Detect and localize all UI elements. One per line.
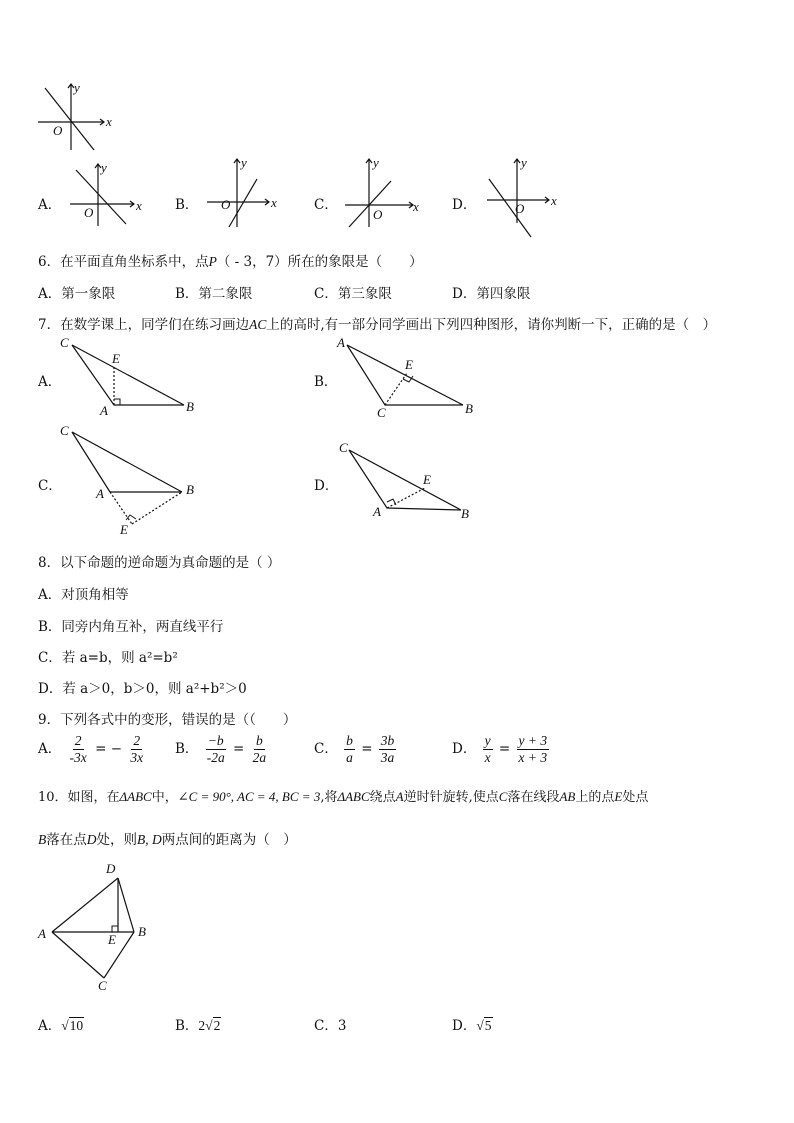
svg-text:A: A	[373, 504, 381, 519]
svg-text:A: A	[100, 403, 108, 418]
q8-option-d[interactable]: D．若 a＞0，b＞0，则 a²+b²＞0	[38, 681, 247, 697]
svg-text:E: E	[108, 932, 116, 947]
q7-stem: 7．在数学课上，同学们在练习画边AC上的高时,有一部分同学画出下列四种图形，请你判断一下，正确的是（ ）	[38, 317, 717, 333]
q5-option-a-graph	[68, 160, 148, 230]
svg-text:E: E	[405, 357, 413, 372]
svg-text:O: O	[84, 205, 94, 220]
svg-text:E: E	[423, 472, 431, 487]
q5-option-c-label[interactable]: C．	[314, 197, 338, 213]
q5-ref-x-label: x	[106, 114, 112, 129]
q6-option-b[interactable]: B．第二象限	[175, 286, 253, 302]
q10-stem-line1: 10．如图，在ΔABC中，∠C = 90°, AC = 4, BC = 3,将ΔABC绕点A逆时针旋转,使点C落在线段AB上的点E处点	[38, 789, 649, 805]
q6-option-a[interactable]: A．第一象限	[38, 286, 116, 302]
svg-text:y: y	[241, 155, 247, 170]
q5-option-d-graph	[485, 155, 565, 240]
svg-text:x: x	[136, 198, 142, 213]
q8-stem: 8．以下命题的逆命题为真命题的是（ ）	[38, 555, 281, 571]
svg-text:C: C	[60, 423, 69, 438]
q9-option-b[interactable]: B． $\frac{-b}{-2a}$ = $\frac{b}{2a}$	[175, 733, 267, 765]
q7-option-a-label[interactable]: A．	[38, 374, 62, 390]
svg-text:C: C	[60, 335, 69, 350]
q10-figure	[34, 858, 164, 993]
q6-option-c[interactable]: C．第三象限	[314, 286, 392, 302]
q5-ref-y-label: y	[74, 80, 80, 95]
q8-option-c[interactable]: C．若 a=b，则 a²=b²	[38, 650, 178, 666]
q8-option-a[interactable]: A．对顶角相等	[38, 587, 129, 603]
q9-c-frac-left: $\frac{b}{a}$	[346, 733, 353, 765]
q7-option-d-figure	[335, 438, 485, 523]
q9-option-a[interactable]: A． $\frac{2}{-3x}$ = − $\frac{2}{3x}$	[38, 733, 144, 765]
q10-option-a[interactable]: A．√10	[38, 1018, 84, 1034]
svg-text:x: x	[413, 199, 419, 214]
svg-text:C: C	[339, 440, 348, 455]
svg-text:B: B	[138, 924, 146, 939]
q9-stem: 9．下列各式中的变形，错误的是（（ ）	[38, 712, 297, 728]
svg-text:y: y	[101, 160, 107, 175]
q7-option-d-label[interactable]: D．	[314, 478, 339, 494]
svg-text:A: A	[96, 486, 104, 501]
svg-text:y: y	[373, 155, 379, 170]
svg-text:A: A	[38, 926, 46, 941]
q5-option-c-graph	[343, 155, 423, 230]
svg-text:C: C	[377, 405, 386, 420]
svg-text:O: O	[515, 201, 525, 216]
q7-option-b-label[interactable]: B．	[314, 374, 338, 390]
q5-option-a-label[interactable]: A．	[38, 197, 62, 213]
svg-text:O: O	[221, 197, 231, 212]
q5-reference-graph	[38, 80, 128, 155]
q5-option-d-label[interactable]: D．	[452, 197, 477, 213]
q9-option-d[interactable]: D． $\frac{y}{x}$ = $\frac{y + 3}{x + 3}$	[452, 733, 548, 765]
q5-option-b-label[interactable]: B．	[175, 197, 199, 213]
svg-text:E: E	[120, 522, 128, 537]
svg-text:B: B	[186, 399, 194, 414]
q9-c-frac-right: $\frac{3b}{3a}$	[380, 733, 395, 765]
q5-ref-o-label: O	[53, 123, 63, 138]
q9-d-frac-right: $\frac{y + 3}{x + 3}$	[518, 733, 548, 765]
svg-text:C: C	[98, 978, 107, 993]
q10-option-c[interactable]: C．3	[314, 1018, 347, 1034]
q5-option-b-graph	[205, 155, 285, 230]
q10-option-d[interactable]: D．√5	[452, 1018, 492, 1034]
svg-text:E: E	[112, 351, 120, 366]
svg-text:D: D	[106, 861, 116, 876]
svg-text:x: x	[271, 195, 277, 210]
q9-b-frac-right: $\frac{b}{2a}$	[252, 733, 267, 765]
svg-text:y: y	[521, 155, 527, 170]
q7-option-c-label[interactable]: C．	[38, 478, 62, 494]
svg-text:O: O	[373, 207, 383, 222]
q10-stem-line2: B落在点D处，则B, D两点间的距离为（ ）	[38, 832, 297, 848]
q10-option-b[interactable]: B．2√2	[175, 1018, 221, 1034]
svg-text:x: x	[551, 193, 557, 208]
q5-ref-line	[45, 88, 94, 150]
q7-option-a-figure	[58, 335, 208, 420]
q6-option-d[interactable]: D．第四象限	[452, 286, 531, 302]
q9-a-frac-left: $\frac{2}{-3x}$	[69, 733, 87, 765]
q9-option-c[interactable]: C． $\frac{b}{a}$ = $\frac{3b}{3a}$	[314, 733, 395, 765]
q9-b-frac-left: $\frac{-b}{-2a}$	[206, 733, 225, 765]
q8-option-b[interactable]: B．同旁内角互补，两直线平行	[38, 619, 224, 635]
q7-option-b-figure	[335, 335, 485, 425]
svg-text:B: B	[186, 482, 194, 497]
q7-option-c-figure	[58, 422, 208, 537]
svg-text:B: B	[465, 401, 473, 416]
q9-a-frac-right: $\frac{2}{3x}$	[130, 733, 144, 765]
q9-d-frac-left: $\frac{y}{x}$	[484, 733, 491, 765]
svg-text:A: A	[337, 335, 345, 350]
svg-text:B: B	[461, 506, 469, 521]
q6-stem: 6．在平面直角坐标系中，点P（ - 3，7）所在的象限是（ ）	[38, 254, 423, 270]
